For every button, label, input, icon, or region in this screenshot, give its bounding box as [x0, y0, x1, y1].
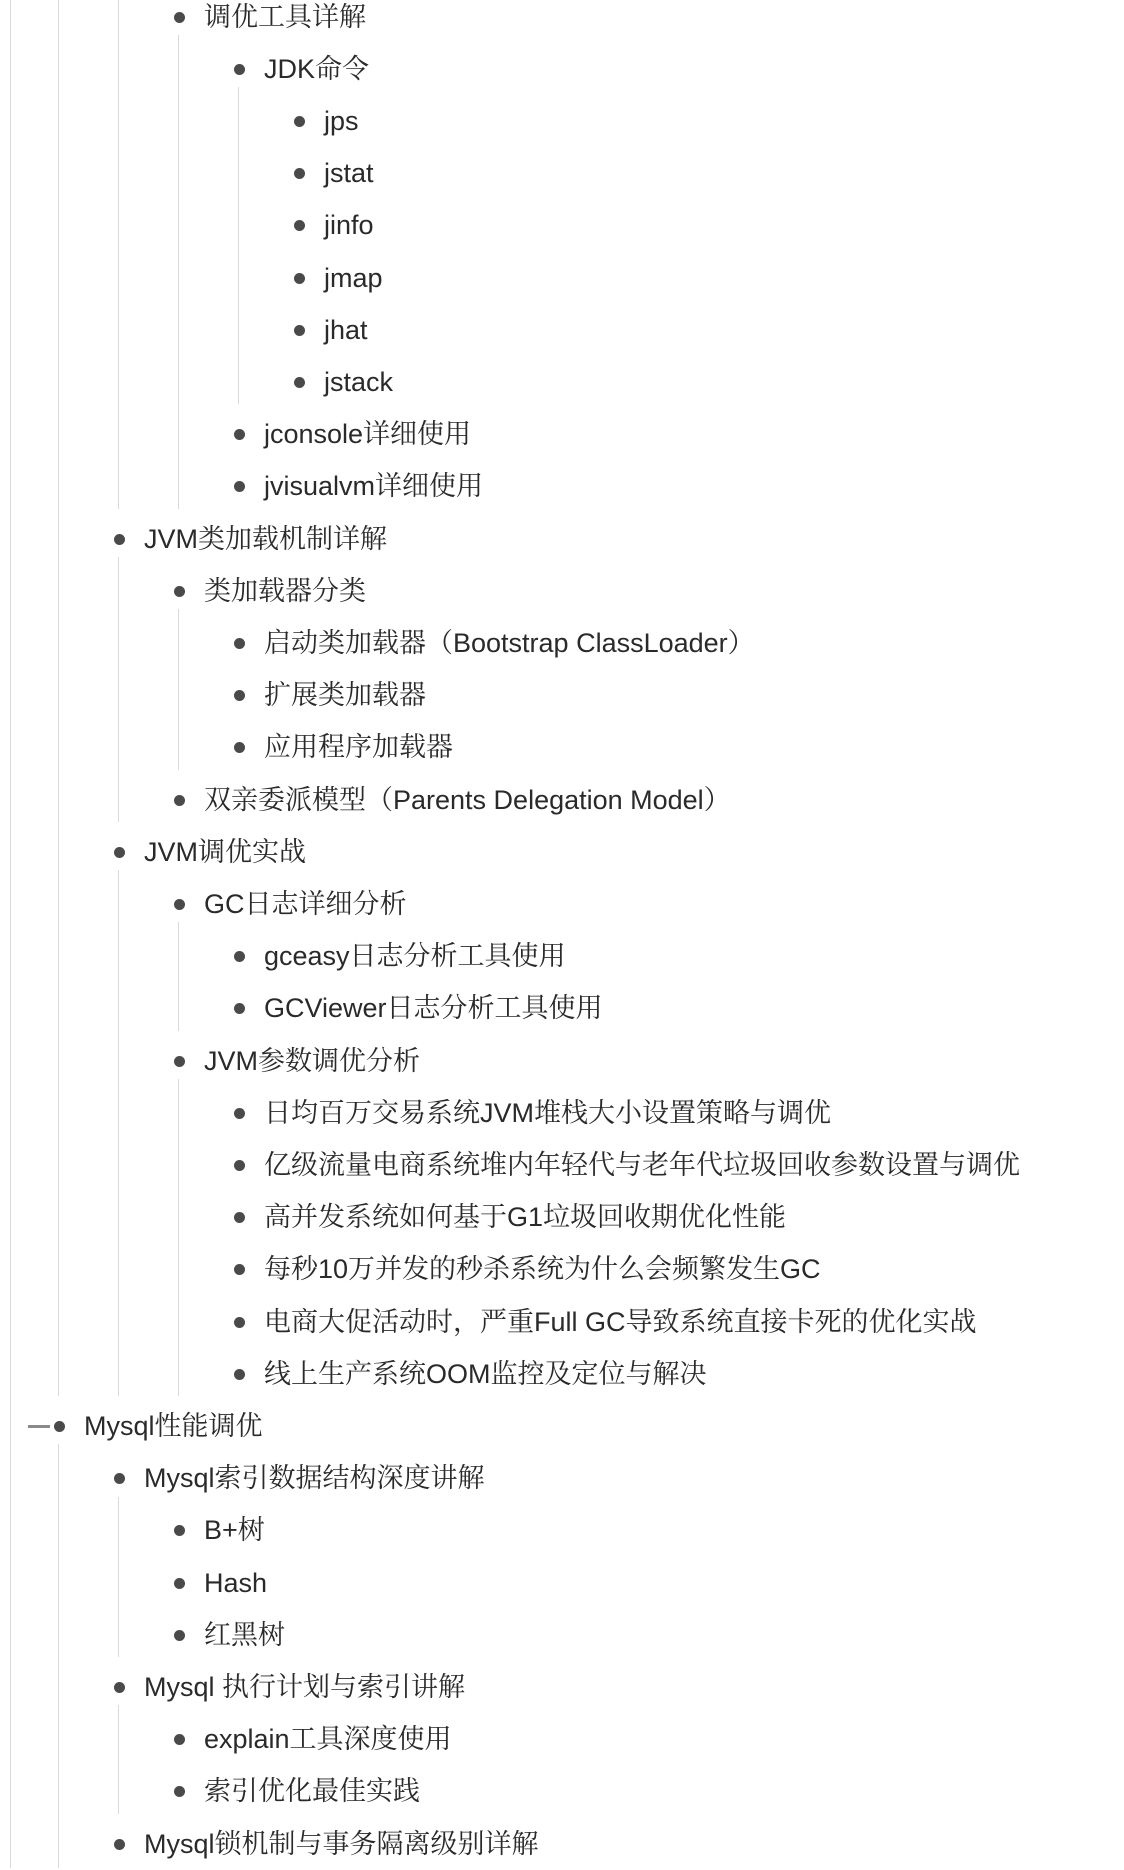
- indent-guide: [238, 87, 239, 404]
- bullet-icon[interactable]: [294, 168, 305, 179]
- bullet-icon[interactable]: [234, 742, 245, 753]
- bullet-icon[interactable]: [294, 220, 305, 231]
- outline-item[interactable]: [234, 1296, 977, 1348]
- outline-item[interactable]: [234, 1244, 821, 1296]
- outline-item[interactable]: [234, 722, 453, 774]
- outline-item-text[interactable]: 扩展类加载器: [264, 680, 426, 711]
- bullet-icon[interactable]: [234, 638, 245, 649]
- outline-item[interactable]: [174, 0, 366, 43]
- outline-item-text[interactable]: 调优工具详解: [204, 1, 366, 32]
- indent-guide: [178, 922, 179, 1030]
- bullet-icon[interactable]: [234, 64, 245, 75]
- bullet-icon[interactable]: [234, 1160, 245, 1171]
- outline-item-text[interactable]: jmap: [324, 262, 383, 293]
- outline-item-text[interactable]: jconsole详细使用: [264, 419, 472, 450]
- outline-item-text[interactable]: B+树: [204, 1515, 265, 1546]
- outline-item[interactable]: [114, 513, 387, 565]
- bullet-icon[interactable]: [174, 899, 185, 910]
- bullet-icon[interactable]: [174, 1578, 185, 1589]
- outline-item-text[interactable]: gceasy日志分析工具使用: [264, 941, 566, 972]
- bullet-icon[interactable]: [114, 1839, 125, 1850]
- indent-guide: [58, 1444, 59, 1868]
- bullet-icon[interactable]: [114, 1473, 125, 1484]
- outline-item[interactable]: [294, 252, 383, 304]
- outline-item-text[interactable]: GC日志详细分析: [204, 888, 407, 919]
- outline-item[interactable]: [294, 95, 359, 147]
- outline-item[interactable]: [294, 148, 374, 200]
- bullet-icon[interactable]: [234, 429, 245, 440]
- outline-item-text[interactable]: 启动类加载器（Bootstrap ClassLoader）: [264, 627, 755, 658]
- bullet-icon[interactable]: [234, 1003, 245, 1014]
- outline-item[interactable]: [174, 1714, 452, 1766]
- bullet-icon[interactable]: [54, 1421, 65, 1432]
- indent-guide: [118, 0, 119, 509]
- indent-guide: [178, 609, 179, 770]
- outline-item[interactable]: [174, 774, 731, 826]
- outline-item-text[interactable]: 应用程序加载器: [264, 732, 453, 763]
- outline-item[interactable]: [114, 826, 306, 878]
- outline-item[interactable]: [234, 1192, 786, 1244]
- bullet-icon[interactable]: [174, 586, 185, 597]
- outline-item[interactable]: [234, 1139, 1020, 1191]
- outline-item-text[interactable]: JDK命令: [264, 53, 370, 84]
- bullet-icon[interactable]: [294, 116, 305, 127]
- outline-item[interactable]: [234, 461, 483, 513]
- bullet-icon[interactable]: [174, 1525, 185, 1536]
- outline-item-text[interactable]: Mysql性能调优: [84, 1410, 263, 1441]
- outline-item-text[interactable]: 线上生产系统OOM监控及定位与解决: [264, 1358, 707, 1389]
- bullet-icon[interactable]: [114, 847, 125, 858]
- outline-item-text[interactable]: 类加载器分类: [204, 575, 366, 606]
- bullet-icon[interactable]: [234, 1264, 245, 1275]
- outline-item-text[interactable]: 日均百万交易系统JVM堆栈大小设置策略与调优: [264, 1097, 831, 1128]
- indent-guide: [118, 1705, 119, 1813]
- bullet-icon[interactable]: [114, 534, 125, 545]
- bullet-icon[interactable]: [174, 1630, 185, 1641]
- outline-item-text[interactable]: Mysql索引数据结构深度讲解: [144, 1463, 485, 1494]
- outline-item-text[interactable]: Mysql 执行计划与索引讲解: [144, 1671, 466, 1702]
- bullet-icon[interactable]: [114, 1682, 125, 1693]
- outline-item[interactable]: [174, 1609, 285, 1661]
- outline-item[interactable]: [234, 670, 426, 722]
- bullet-icon[interactable]: [234, 1108, 245, 1119]
- outline-item[interactable]: [234, 43, 369, 95]
- outline-item-text[interactable]: 红黑树: [204, 1619, 285, 1650]
- outline-item-text[interactable]: 高并发系统如何基于G1垃圾回收期优化性能: [264, 1202, 787, 1233]
- outline-item[interactable]: [234, 1348, 707, 1400]
- indent-guide: [118, 870, 119, 1396]
- outline-item[interactable]: [54, 1400, 263, 1452]
- indent-guide: [178, 1079, 179, 1396]
- bullet-icon[interactable]: [174, 1734, 185, 1745]
- outline-item[interactable]: [234, 931, 566, 983]
- outline-item-text[interactable]: jvisualvm详细使用: [264, 471, 484, 502]
- outline-item[interactable]: [114, 1453, 485, 1505]
- outline-item[interactable]: [234, 1087, 831, 1139]
- outline-item-text[interactable]: explain工具深度使用: [204, 1724, 452, 1755]
- outline-item[interactable]: [174, 878, 407, 930]
- outline-item[interactable]: [174, 1035, 420, 1087]
- outline-item[interactable]: [174, 1766, 420, 1818]
- outline-item-text[interactable]: 电商大促活动时，严重Full GC导致系统直接卡死的优化实战: [264, 1306, 977, 1337]
- outline-item-text[interactable]: jstack: [324, 366, 394, 397]
- outline-item-text[interactable]: 索引优化最佳实践: [204, 1776, 420, 1807]
- outline-item-text[interactable]: jps: [324, 105, 359, 136]
- bullet-icon[interactable]: [174, 795, 185, 806]
- indent-guide: [58, 0, 59, 1396]
- outline-item[interactable]: [174, 1505, 265, 1557]
- bullet-icon[interactable]: [234, 481, 245, 492]
- bullet-icon[interactable]: [174, 1786, 185, 1797]
- outline-item-text[interactable]: JVM类加载机制详解: [144, 523, 387, 554]
- indent-guide: [178, 35, 179, 509]
- outline-item-text[interactable]: jstat: [324, 158, 374, 189]
- outline-item[interactable]: [234, 617, 755, 669]
- outline-item-text[interactable]: Mysql锁机制与事务隔离级别详解: [144, 1828, 539, 1859]
- bullet-icon[interactable]: [234, 1317, 245, 1328]
- indent-guide: [118, 1497, 119, 1658]
- outline-item[interactable]: [294, 200, 374, 252]
- bullet-icon[interactable]: [234, 690, 245, 701]
- outline-item-text[interactable]: GCViewer日志分析工具使用: [264, 993, 603, 1024]
- collapse-icon[interactable]: [28, 1425, 50, 1428]
- outline-item-text[interactable]: 亿级流量电商系统堆内年轻代与老年代垃圾回收参数设置与调优: [264, 1149, 1020, 1180]
- outline-item[interactable]: [294, 304, 368, 356]
- outline-item-text[interactable]: 每秒10万并发的秒杀系统为什么会频繁发生GC: [264, 1254, 821, 1285]
- bullet-icon[interactable]: [234, 1369, 245, 1380]
- outline-item[interactable]: [234, 983, 603, 1035]
- outline-item-text[interactable]: Hash: [204, 1567, 268, 1598]
- indent-guide: [118, 557, 119, 822]
- outline-item-text[interactable]: 双亲委派模型（Parents Delegation Model）: [204, 784, 731, 815]
- outline-item[interactable]: [174, 1557, 267, 1609]
- indent-guide: [10, 0, 11, 1868]
- bullet-icon[interactable]: [174, 12, 185, 23]
- bullet-icon[interactable]: [294, 377, 305, 388]
- outline-item-text[interactable]: jhat: [324, 314, 368, 345]
- outline-item[interactable]: [114, 1661, 465, 1713]
- bullet-icon[interactable]: [234, 1212, 245, 1223]
- outline-item[interactable]: [114, 1818, 539, 1870]
- outline-item[interactable]: [234, 409, 471, 461]
- outline-item-text[interactable]: JVM调优实战: [144, 836, 306, 867]
- bullet-icon[interactable]: [234, 951, 245, 962]
- outline-item-text[interactable]: jinfo: [324, 210, 374, 241]
- bullet-icon[interactable]: [294, 325, 305, 336]
- outline-item-text[interactable]: JVM参数调优分析: [204, 1045, 420, 1076]
- outline-item[interactable]: [174, 565, 366, 617]
- bullet-icon[interactable]: [174, 1056, 185, 1067]
- bullet-icon[interactable]: [294, 273, 305, 284]
- outline-item[interactable]: [294, 356, 393, 408]
